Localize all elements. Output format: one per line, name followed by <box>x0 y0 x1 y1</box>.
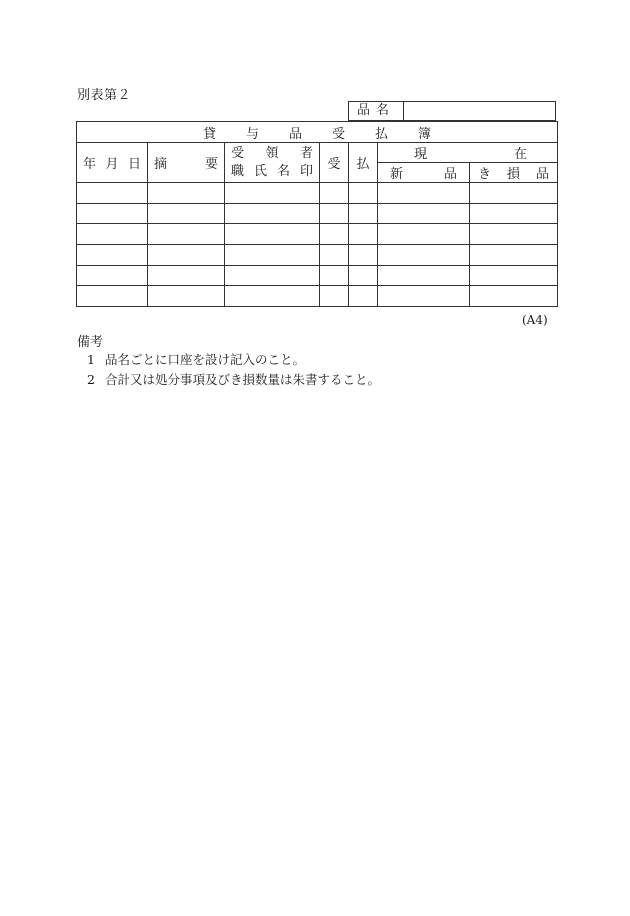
ledger-cell[interactable] <box>470 224 558 245</box>
header-recipient-2: 領 <box>265 145 279 161</box>
ledger-cell[interactable] <box>225 286 320 307</box>
header-damaged-1: き <box>478 167 492 182</box>
table-row <box>77 245 558 266</box>
form-label: 別表第２ <box>77 88 132 103</box>
ledger-cell[interactable] <box>225 245 320 266</box>
ledger-cell[interactable] <box>225 183 320 204</box>
header-position-3: 名 <box>276 163 290 179</box>
header-summary-2: 要 <box>204 157 218 172</box>
ledger-cell[interactable] <box>77 183 148 204</box>
table-row <box>77 224 558 245</box>
ledger-cell[interactable] <box>320 203 349 224</box>
header-position-2: 氏 <box>253 163 267 179</box>
ledger-cell[interactable] <box>320 183 349 204</box>
header-damaged-item <box>470 163 558 183</box>
header-summary-1: 摘 <box>154 157 168 172</box>
ledger-cell[interactable] <box>349 224 378 245</box>
ledger-cell[interactable] <box>320 224 349 245</box>
header-damaged-2: 損 <box>507 167 521 182</box>
ledger-cell[interactable] <box>470 265 558 286</box>
ledger-cell[interactable] <box>378 286 470 307</box>
ledger-cell[interactable] <box>378 265 470 286</box>
ledger-cell[interactable] <box>148 245 225 266</box>
ledger-cell[interactable] <box>378 203 470 224</box>
ledger-cell[interactable] <box>148 286 225 307</box>
header-current-2: 在 <box>514 147 528 162</box>
ledger-cell[interactable] <box>225 265 320 286</box>
ledger-cell[interactable] <box>148 265 225 286</box>
note-2-number: 2 <box>87 372 95 387</box>
ledger-cell[interactable] <box>77 203 148 224</box>
ledger-title <box>77 122 558 143</box>
header-recipient <box>225 143 320 183</box>
header-summary <box>148 143 225 183</box>
header-new-item <box>378 163 470 183</box>
ledger-title-text: 貸与品受払簿 <box>203 126 462 142</box>
ledger-cell[interactable] <box>77 286 148 307</box>
header-date-year: 年 <box>83 157 97 172</box>
header-position-1: 職 <box>231 163 245 179</box>
header-current-1: 現 <box>414 147 428 162</box>
ledger-cell[interactable] <box>349 245 378 266</box>
ledger-cell[interactable] <box>77 224 148 245</box>
item-name-field[interactable] <box>404 102 555 120</box>
paper-size-note: (A4) <box>522 313 548 327</box>
ledger-cell[interactable] <box>470 203 558 224</box>
ledger-cell[interactable] <box>378 183 470 204</box>
ledger-cell[interactable] <box>148 183 225 204</box>
ledger-cell[interactable] <box>225 224 320 245</box>
note-1 <box>87 350 305 368</box>
ledger-cell[interactable] <box>349 183 378 204</box>
header-damaged-3: 品 <box>536 167 550 182</box>
ledger-table <box>76 121 558 307</box>
table-row <box>77 265 558 286</box>
header-date-month: 月 <box>105 157 119 172</box>
item-name-box <box>348 101 556 121</box>
ledger-cell[interactable] <box>148 203 225 224</box>
ledger-cell[interactable] <box>320 265 349 286</box>
header-current <box>378 143 558 163</box>
header-date-day: 日 <box>127 157 141 172</box>
table-row <box>77 286 558 307</box>
table-row <box>77 183 558 204</box>
ledger-cell[interactable] <box>148 224 225 245</box>
ledger-cell[interactable] <box>378 224 470 245</box>
item-name-label: 品名 <box>349 102 404 120</box>
ledger-cell[interactable] <box>77 265 148 286</box>
header-receive: 受 <box>320 143 349 183</box>
note-2 <box>87 370 380 388</box>
ledger-body <box>77 183 558 307</box>
ledger-cell[interactable] <box>470 245 558 266</box>
header-new-1: 新 <box>390 167 404 182</box>
ledger-cell[interactable] <box>470 183 558 204</box>
ledger-cell[interactable] <box>320 245 349 266</box>
ledger-cell[interactable] <box>225 203 320 224</box>
note-1-number: 1 <box>87 352 95 367</box>
header-position-4: 印 <box>299 163 313 179</box>
ledger-cell[interactable] <box>470 286 558 307</box>
ledger-cell[interactable] <box>378 245 470 266</box>
header-recipient-3: 者 <box>299 145 313 161</box>
ledger-cell[interactable] <box>349 265 378 286</box>
header-pay: 払 <box>349 143 378 183</box>
ledger-cell[interactable] <box>77 245 148 266</box>
header-recipient-1: 受 <box>231 145 245 161</box>
header-date <box>77 143 148 183</box>
ledger-cell[interactable] <box>349 203 378 224</box>
remarks-title: 備考 <box>77 335 104 350</box>
ledger-cell[interactable] <box>349 286 378 307</box>
note-1-text: 品名ごとに口座を設け記入のこと。 <box>105 352 306 367</box>
table-row <box>77 203 558 224</box>
note-2-text: 合計又は処分事項及びき損数量は朱書すること。 <box>105 372 381 387</box>
header-new-2: 品 <box>443 167 457 182</box>
ledger-cell[interactable] <box>320 286 349 307</box>
